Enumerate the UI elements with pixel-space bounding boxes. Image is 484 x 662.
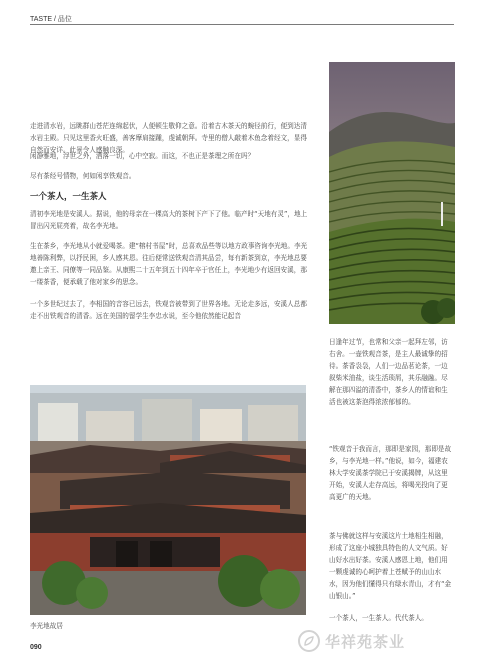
photo-caption: 李光地故居 bbox=[30, 622, 63, 630]
festival-visits-paragraph: 日逢年过节，也常和父亲一起拜左邻，访右舍。一壶铁观音茶，是主人最诚挚的招待。茶香袅袅，人们一边品茗论茶，一边叙柴米油盐，谈生活琐屑，其乐融融。尽解在那四溢的清香中，茶乡人的情谊和生活也被这茶泡得浓浓郁郁的。 bbox=[329, 338, 448, 406]
closing-line: 一个茶人，一生茶人。代代茶人。 bbox=[329, 614, 428, 622]
header-divider bbox=[30, 24, 454, 25]
zen-paragraph: 闲静雅地，浮世之外，洒落一切，心中空寂。而这，不也正是茶理之所在吗？ bbox=[30, 152, 255, 160]
li-guangdi-birth-paragraph: 清初李光地是安溪人。据说，他的母亲在一棵高大的茶树下产下了他。临产时“天地有灵”，地上冒出闪光屁亮着，故名李光地。 bbox=[30, 210, 308, 230]
section-heading: 一个茶人，一生茶人 bbox=[30, 192, 107, 202]
page-number: 090 bbox=[30, 644, 42, 651]
tea-and-buddhism-paragraph: 茶与佛就这样与安溪这片土地相生相融，形成了这座小城独具特色的人文气质。好山好水出好茶。安溪人感恩上地，他们用一颗虔诚的心呵护着上苍赋予的山山水水，因为他们懂得只有绿水青山，才有“金山银山。” bbox=[329, 532, 452, 600]
student-quote-paragraph: “铁观音于我而言，那即是家园，那即是故乡，与李光地一样。”他说，如今，福建农林大学安溪茶学院已于安溪揭牌，从这里开始，安溪人走存高远，将喝光投向了更高更广的天地。 bbox=[329, 444, 452, 501]
watermark-text: 华祥苑茶业 bbox=[325, 632, 406, 651]
tea-terrace-photo bbox=[329, 62, 455, 324]
tea-leaf-logo-icon bbox=[298, 630, 320, 652]
watermark bbox=[298, 628, 468, 654]
li-guangdi-tea-paragraph: 生在茶乡，李光地从小就爱喝茶。建“榕村书屋”时，总喜欢品些等以地方政事咨询李光地。李光地善陈利弊，以抒民困，乡人感其恩。往后便常送铁观音清其品尝，每有新茶到京，李光地总要邀上亲王、同僚等一同品鉴。从康熙二十五年到五十四年卒于官任上，李光地少有返回安溪，那一缕茶香，便承载了他对家乡的思念。 bbox=[30, 242, 308, 286]
couplet-line: 尽有茶经号情物，何如闲享铁观音。 bbox=[30, 172, 136, 180]
former-residence-photo bbox=[30, 385, 306, 615]
intro-paragraph: 走进清水岩，远眺群山苍茫连绵起伏，人便顿生敬仰之意。沿着古木茶天的蜿径前行，便到达清水岩主殿。只见这里香火旺盛，善客摩肩接踵，虔诚朝拜。寺里的僧人敲着木鱼念着经文，显得自然而安详。此景令人感触良深。 bbox=[30, 122, 307, 154]
legacy-paragraph: 一个多世纪过去了，李相国的音容已远去，铁观音被带到了世界各地。无论走多远，安溪人总都走不出铁观音的清香。远在美国的留学生李忠水说，至今他依然能记起音 bbox=[30, 300, 307, 320]
section-header: TASTE / 品位 bbox=[30, 16, 72, 23]
